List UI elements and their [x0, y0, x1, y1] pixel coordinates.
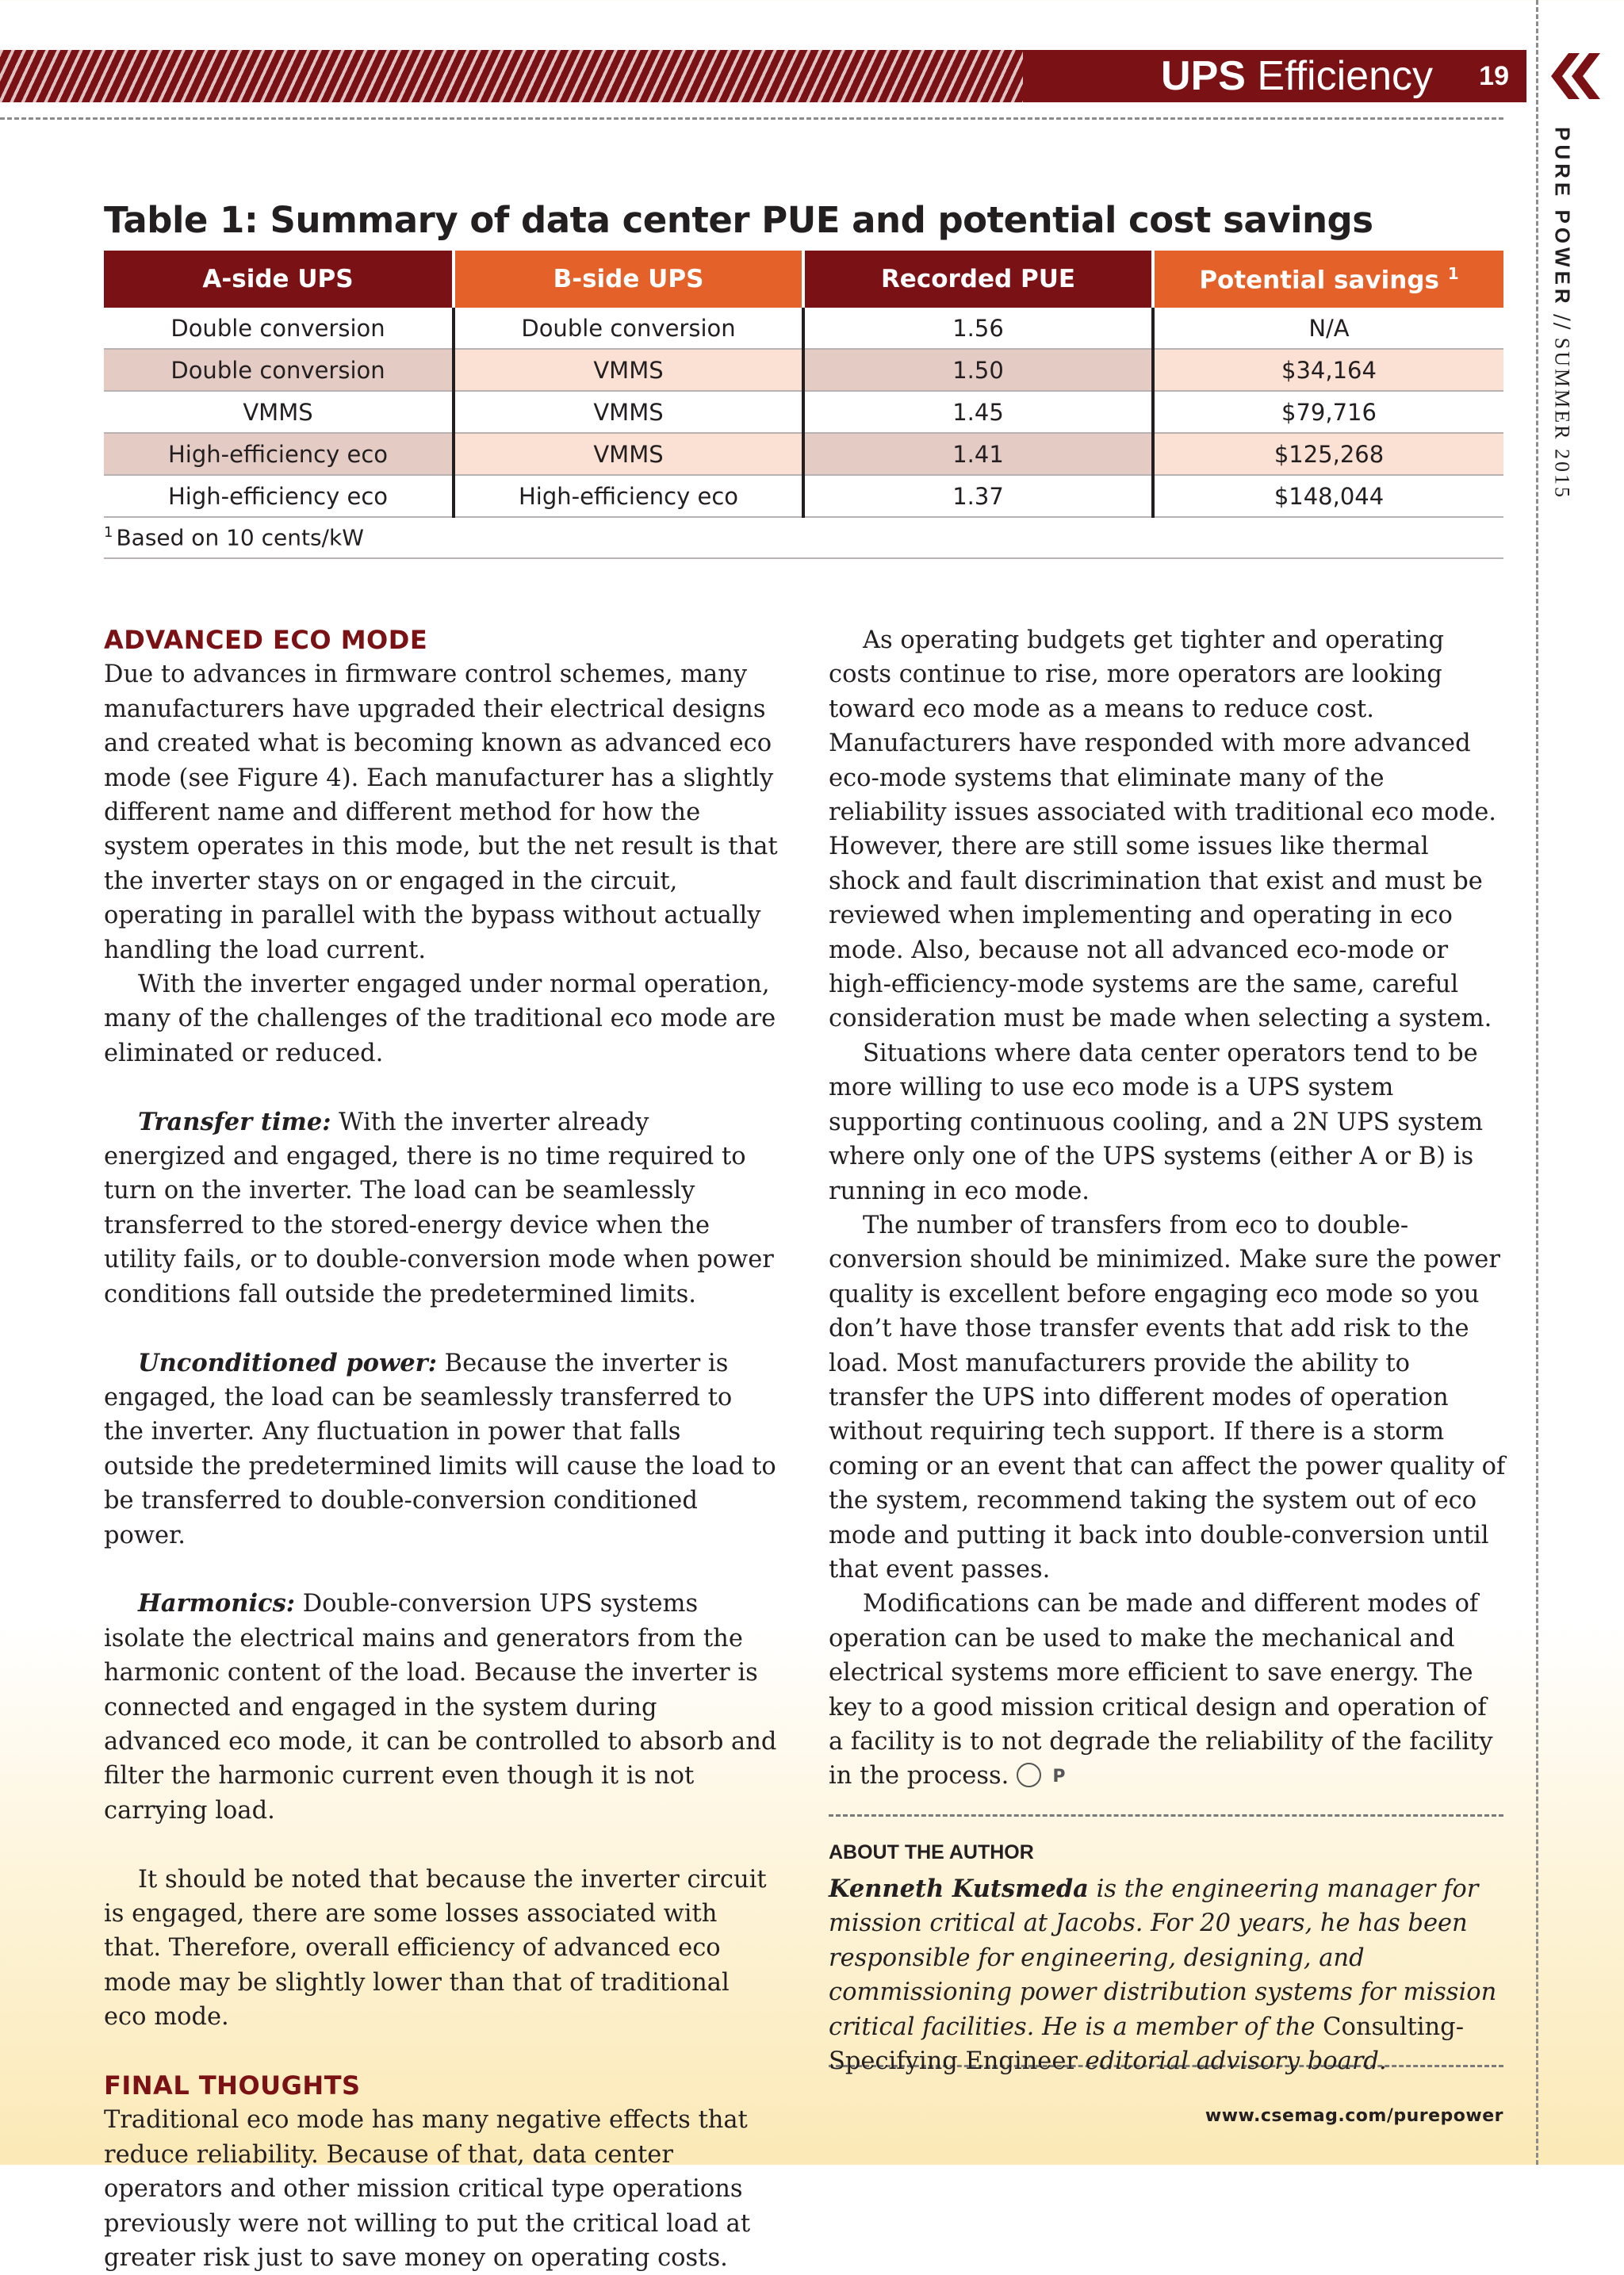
margin-divider — [1536, 0, 1538, 2165]
section-title-bold: UPS — [1161, 53, 1246, 99]
end-mark-icon: P — [1017, 1763, 1041, 1787]
paragraph: Situations where data center operators tend to be more willing to use eco mode is a UPS system supporting continuous cooling, and a 2N UPS system where only one of the UPS systems (either A or B) is running in eco mode. — [829, 1039, 1484, 1205]
cell-savings: $148,044 — [1153, 475, 1503, 517]
cell-b-side: Double conversion — [454, 308, 803, 349]
table-row — [104, 308, 1503, 349]
author-bio-text: is the engineering manager for mission critical at Jacobs. For 20 years, he has been responsible for engineering, designing, and commissioning power distribution systems for mission critical facilities. He is a member of the — [829, 1875, 1497, 2041]
cell-b-side: VMMS — [454, 391, 803, 433]
footnote-marker: 1 — [104, 524, 113, 542]
paragraph: Traditional eco mode has many negative effects that reduce reliability. Because of that, data center operators and other mission critical type operations previously were not willing to put the critical load at greater risk just to save money on operating costs. — [104, 2106, 751, 2273]
header-a-side: A-side UPS — [104, 251, 454, 308]
header-savings — [1153, 251, 1503, 308]
header-savings-label: Potential savings — [1199, 266, 1439, 295]
cell-savings: $34,164 — [1153, 349, 1503, 391]
cell-pue: 1.50 — [803, 349, 1153, 391]
issue-label — [1542, 127, 1582, 500]
cell-a-side: Double conversion — [104, 349, 454, 391]
table-header-row — [104, 251, 1503, 308]
issue-section: PURE POWER — [1550, 127, 1575, 308]
cell-a-side: Double conversion — [104, 308, 454, 349]
cell-b-side: VMMS — [454, 349, 803, 391]
header-pue: Recorded PUE — [803, 251, 1153, 308]
paragraph: Due to advances in firmware control schemes, many manufacturers have upgraded their electrical designs and created what is becoming known as advanced eco mode (see Figure 4). Each manufacturer has a slightly different name and different method for how the system operates in this mode, but the net result is that the inverter stays on or engaged in the circuit, operating in parallel with the bypass without actually handling the load current. — [104, 661, 778, 964]
paragraph-closing — [829, 1587, 1507, 1793]
paragraph: With the inverter engaged under normal operation, many of the challenges of the traditional eco mode are eliminated or reduced. — [104, 971, 776, 1067]
footer-url[interactable]: www.csemag.com/purepower — [1205, 2106, 1503, 2126]
lead-unconditioned-power: Unconditioned power: — [138, 1348, 437, 1377]
cell-pue: 1.45 — [803, 391, 1153, 433]
table-row — [104, 433, 1503, 475]
table-footnote-row — [104, 517, 1503, 558]
pue-summary-table — [104, 251, 1503, 559]
cell-pue: 1.56 — [803, 308, 1153, 349]
table-row — [104, 349, 1503, 391]
article-column-right — [829, 623, 1507, 1794]
header-divider — [0, 117, 1503, 120]
header-savings-footnote-marker: 1 — [1447, 263, 1459, 283]
publication-name: Consulting-Specifying Engineer — [829, 2013, 1465, 2076]
table-row — [104, 475, 1503, 517]
paragraph-body: Because the inverter is engaged, the load can be seamlessly transferred to the inverter. Any fluctuation in power that falls outside the predetermined limits will cause the load to be transferred to double-conversion conditioned power. — [104, 1349, 776, 1549]
page-number: 19 — [1479, 61, 1509, 91]
header-b-side: B-side UPS — [454, 251, 803, 308]
article-column-left — [104, 623, 778, 2275]
author-name: Kenneth Kutsmeda — [829, 1875, 1089, 1903]
about-the-author — [829, 1814, 1503, 2076]
cell-savings: N/A — [1153, 308, 1503, 349]
issue-season: SUMMER 2015 — [1550, 337, 1574, 500]
cell-savings: $125,268 — [1153, 433, 1503, 475]
cell-pue: 1.37 — [803, 475, 1153, 517]
issue-separator: // — [1549, 313, 1574, 331]
paragraph: It should be noted that because the inverter circuit is engaged, there are some losses associated with that. Therefore, overall efficiency of advanced eco mode may be slightly lower than that of traditional eco mode. — [104, 1865, 767, 2032]
author-bio — [829, 1872, 1503, 2078]
author-bio-text-end: editorial advisory board. — [1077, 2047, 1387, 2076]
table-row — [104, 391, 1503, 433]
paragraph-body: Double-conversion UPS systems isolate the electrical mains and generators from the harmonic content of the load. Because the inverter is connected and engaged in the system during advanced eco mode, it can be controlled to absorb and filter the harmonic current even though it is not carrying load. — [104, 1590, 777, 1825]
cell-pue: 1.41 — [803, 433, 1153, 475]
cell-b-side: High-efficiency eco — [454, 475, 803, 517]
section-title-light: Efficiency — [1257, 53, 1433, 99]
paragraph-harmonics — [104, 1587, 778, 1828]
lead-transfer-time: Transfer time: — [138, 1107, 331, 1136]
paragraph-body: With the inverter already energized and engaged, there is no time required to turn on the inverter. The load can be seamlessly transferred to the stored-energy device when the utility fails, or to double-conversion mode when power conditions fall outside the predetermined limits. — [104, 1108, 774, 1308]
cell-a-side: High-efficiency eco — [104, 433, 454, 475]
lead-harmonics: Harmonics: — [138, 1589, 296, 1618]
table-footnote — [104, 517, 1503, 558]
paragraph-unconditioned-power — [104, 1346, 778, 1553]
table-title: Table 1: Summary of data center PUE and potential cost savings — [104, 199, 1373, 241]
footnote-text: Based on 10 cents/kW — [116, 524, 364, 551]
paragraph: As operating budgets get tighter and operating costs continue to rise, more operators are looking toward eco mode as a means to reduce cost. Manufacturers have responded with more advanced eco-mode systems that eliminate many of the reliability issues associated with traditional eco mode. However, there are still some issues like thermal shock and fault discrimination that exist and must be reviewed when implementing and operating in eco mode. Also, because not all advanced eco-mode or high-efficiency-mode systems are the same, careful consideration must be made when selecting a system. — [829, 626, 1496, 1033]
heading-final-thoughts: FINAL THOUGHTS — [104, 2070, 361, 2101]
paragraph-transfer-time — [104, 1105, 778, 1312]
header-band — [0, 50, 1526, 102]
cell-savings: $79,716 — [1153, 391, 1503, 433]
cell-b-side: VMMS — [454, 433, 803, 475]
cell-a-side: VMMS — [104, 391, 454, 433]
section-title — [1161, 53, 1433, 99]
paragraph: The number of transfers from eco to double-conversion should be minimized. Make sure the power quality is excellent before engaging eco mode so you don’t have those transfer events that add risk to the load. Most manufacturers provide the ability to transfer the UPS into different modes of operation without requiring tech support. If there is a storm coming or an event that can affect the power quality of the system, recommend taking the system out of eco mode and putting it back into double-conversion until that event passes. — [829, 1211, 1506, 1584]
paragraph-body: Modifications can be made and different modes of operation can be used to make the mechanical and electrical systems more efficient to save energy. The key to a good mission critical design and operation of a facility is to not degrade the reliability of the facility in the process. — [829, 1590, 1493, 1791]
author-heading: ABOUT THE AUTHOR — [829, 1841, 1034, 1863]
cell-a-side: High-efficiency eco — [104, 475, 454, 517]
heading-advanced-eco-mode: ADVANCED ECO MODE — [104, 625, 428, 655]
double-chevron-left-icon — [1542, 50, 1603, 102]
